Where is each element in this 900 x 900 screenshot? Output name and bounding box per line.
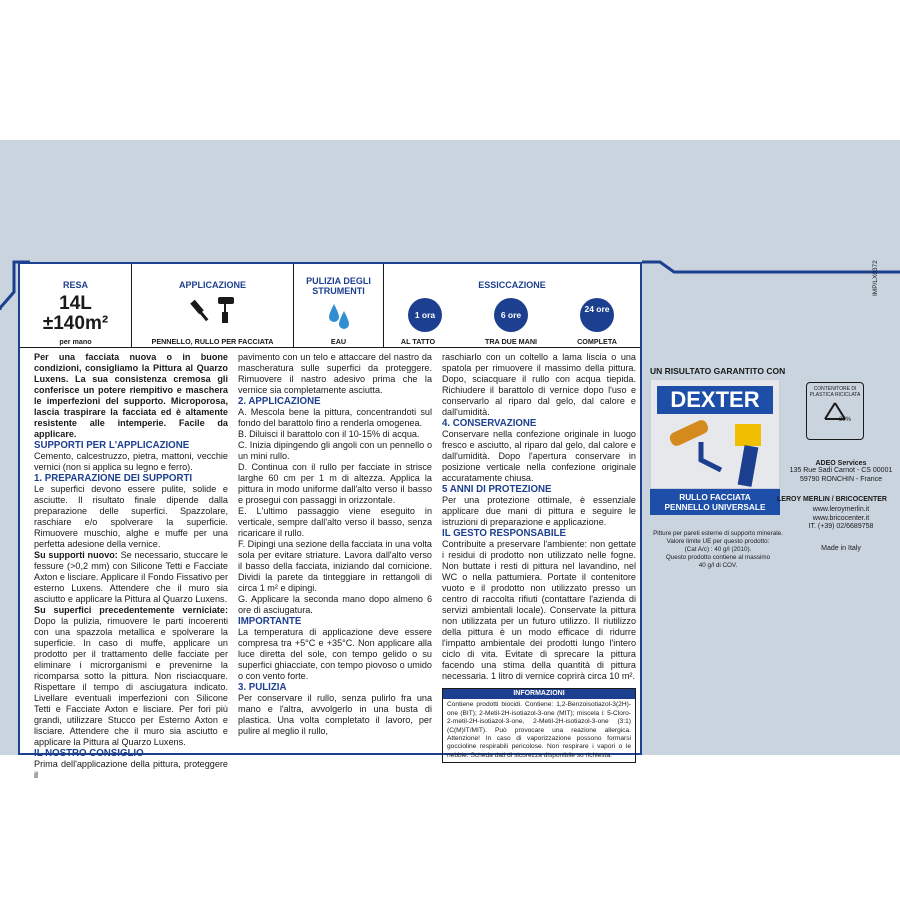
step: A. Mescola bene la pittura, concentrandoti sul fondo del barattolo fino a renderla omogenea. [238, 407, 432, 428]
resa-per: per mano [59, 337, 92, 346]
dexter-products: RULLO FACCIATA PENNELLO UNIVERSALE [650, 489, 780, 515]
paragraph: Per una protezione ottimale, è essenziale applicare due mani di pittura e seguire le istruzioni di preparazione e applicazione. [442, 495, 636, 527]
dexter-image [650, 379, 780, 489]
paragraph: Conservare nella confezione originale in luogo fresco e asciutto, al riparo dal gelo, dal calore e dall'umidità. Dopo l'apertura conservare in posizione verticale nella confezione originale accuratamente chiusa. [442, 429, 636, 483]
label-panel [18, 262, 642, 780]
column-3 [442, 352, 636, 763]
paragraph: La temperatura di applicazione deve essere compresa tra +5°C e +35°C. Non applicare alla luce diretta del sole, con tempo gelido o su superfici ghiacciate, con tempo piovoso o umido o con vento forte. [238, 627, 432, 681]
section-title: IL NOSTRO CONSIGLIO [34, 748, 144, 759]
made-in: Made in Italy [821, 545, 861, 552]
paragraph: Per conservare il rullo, senza pulirlo fra una mano e l'altra, avvolgerlo in una busta di plastica. Una volta completato il lavoro, per pulire al meglio il rullo, [238, 693, 432, 736]
info-title: INFORMAZIONI [443, 689, 635, 699]
essiccazione-cell [384, 264, 640, 348]
column-2 [238, 352, 432, 737]
adeo-address: 135 Rue Sadi Carnot - CS 00001 59790 RONCHIN - France [789, 467, 893, 483]
roller-brush-image [661, 420, 771, 488]
step: C. Inizia dipingendo gli angoli con un pennello o un mini rullo. [238, 440, 432, 461]
recycle-badge [806, 382, 864, 440]
dexter-promo [650, 366, 786, 515]
water-drops-icon [326, 302, 352, 332]
step: F. Dipingi una sezione della facciata in una volta sola per evitare striature. Lavora dall'alto verso il basso della facciata, iniziando dal cornicione. Dividi la parete da tinteggiare in rettangoli di circa 1 m² e dipingi. [238, 539, 432, 593]
dexter-tagline: UN RISULTATO GARANTITO CON [650, 366, 786, 376]
paragraph: raschiarlo con un coltello a lama liscia o una spatola per rimuovere il massimo della pittura. Dopo, sciacquare il rullo con acqua tiepida. Richiudere il barattolo di vernice dopo l'uso e conservarlo al riparo dal gelo, dal calore e dall'umidità. [442, 352, 636, 417]
paragraph: Se necessario, stuccare le fessure (>0,2 mm) con Silicone Tetti e Facciate Axton e lisciare. Applicare il Fondo Fissativo per esterno Luxens. Attendere che il muro sia asciutto e applicare la Pittura al Quarzo Luxens. [34, 550, 228, 604]
clock-icon-1ora: 1 ora [408, 298, 442, 332]
clock-icon-6ore: 6 ore [494, 298, 528, 332]
bold-lead: Su supporti nuovo: [34, 550, 118, 560]
side-code: IMP/LX0372 [872, 260, 879, 296]
resa-cell [20, 264, 132, 348]
brush-roller-icon [190, 294, 240, 324]
paragraph: Contribuite a preservare l'ambiente: non gettate i residui di prodotto non utilizzato nelle fogne. Non buttate i resti di pittura nel lavandino, nel WC o nella pattumiera. Portate il contenitore vuoto e il prodotto non utilizzato presso un centro di raccolta rifiuti (contattare l'azienda di servizi ambientali locale). Conservate la pittura non utilizzata per un futuro utilizzo. Il riutilizzo della pittura è un modo efficace di ridurre l'impatto ambientale dei prodotti lungo l'intero ciclo di vita. Evitate di sprecare la pittura facendo una stima della quantità di pittura necessaria. 1 litro di vernice coprirà circa 10 m². [442, 539, 636, 681]
bold-lead: Su superfici precedentemente verniciate: [34, 605, 228, 615]
paragraph: Prima dell'applicazione della pittura, proteggere il [34, 759, 228, 780]
paragraph: Cemento, calcestruzzo, pietra, mattoni, vecchie vernici (non si applica su legno e ferro). [34, 451, 228, 472]
paragraph: Le superfici devono essere pulite, solide e asciutte. Il risultato finale dipende dalla preparazione delle superfici. Spazzolare, raschiare e/o spolverare la superficie. Rimuovere muschio, alghe e muffe per una perfetta adesione della vernice. [34, 484, 228, 549]
step: B. Diluisci il barattolo con il 10-15% di acqua. [238, 429, 420, 439]
info-box [442, 688, 636, 763]
pulizia-sub: EAU [330, 337, 347, 346]
info-text: Contiene prodotti biocidi. Contiene: 1,2-Benzoisotiazol-3(2H)-one (BIT); 2-Metil-2H-isotiazol-3-one (MIT); miscela i: 5-Cloro-2-metil-2H-isotiazol-3-one, 2-Metil-2H-isotiazol-3-one (3:1) (C(M)IT/MIT). Può provocare una reazione allergica. Attenzione! In caso di vaporizzazione possono formarsi goccioline respirabili pericolose. Non respirare i vapori o le nebbie. Scheda dati di sicurezza disponibile su richiesta. [447, 701, 631, 759]
section-title: 2. APPLICAZIONE [238, 396, 321, 407]
column-1 [34, 352, 228, 781]
intro: Per una facciata nuova o in buone condizioni, consigliamo la Pittura al Quarzo Luxens. La sua consistenza cremosa gli conferisce un potere riempitivo e maschera le imperfezioni del supporto. Microporosa, lascia traspirare la facciata ed è altamente resistente alle intemperie. Facile da applicare. [34, 352, 228, 439]
resa-title: RESA [62, 280, 88, 290]
clock-icon-24ore: 24 ore [580, 298, 614, 332]
dry-touch: AL TATTO [400, 337, 436, 346]
recycle-label: CONTENITORE DI PLASTICA RICICLATA [809, 386, 861, 398]
essiccazione-title: ESSICCAZIONE [478, 280, 546, 290]
applicazione-cell [132, 264, 294, 348]
step: D. Continua con il rullo per facciate in strisce larghe 60 cm per 1 m di altezza. Applica la pittura in modo uniforme dall'alto verso il basso e prosegui con passaggi in orizzontale. [238, 462, 432, 505]
dry-complete: COMPLETA [577, 337, 617, 346]
section-title: IL GESTO RESPONSABILE [442, 528, 566, 539]
resa-value: 14L ±140m² [42, 293, 109, 334]
header-row [20, 264, 640, 348]
contacts: www.leroymerlin.it www.bricocenter.it IT. (+39) 02/6689758 [808, 506, 874, 531]
leroy-merlin: LEROY MERLIN / BRICOCENTER [777, 496, 887, 503]
dry-between: TRA DUE MANI [484, 337, 538, 346]
step: G. Applicare la seconda mano dopo almeno 6 ore di asciugatura. [238, 594, 432, 615]
dexter-logo: DEXTER [657, 386, 773, 414]
section-title: IMPORTANTE [238, 616, 302, 627]
pulizia-cell [294, 264, 384, 348]
paragraph: pavimento con un telo e attaccare del nastro da mascheratura sulle superfici da proteggere. Rimuovere il nastro adesivo prima che la vernice sia completamente asciutta. [238, 352, 432, 395]
paragraph: Dopo la pulizia, rimuovere le parti incoerenti con una spazzola metallica e spolverare la superficie. In caso di muffe, applicare un prodotto per il trattamento delle facciate per eliminare i microrganismi e prevenirne la ricomparsa sotto la pittura. Non risciacquare. Rispettare il tempo di asciugatura indicato. Livellare eventuali imperfezioni con Silicone Tetti e Facciate Axton e lisciare. Per fori più grandi, utilizzare Stucco per Esterno Axton e lisciare. Attendere che il muro sia asciutto e applicare la Pittura al Quarzo Luxens. [34, 616, 228, 747]
adeo-company: ADEO Services [815, 460, 867, 467]
voc-limits: Pitture per pareti esterne di supporto minerale. Valore limite UE per questo prodotto: (Cat A/c) : 40 g/l (2010). Questo prodotto contiene al massimo 40 g/l di COV. [653, 530, 783, 569]
section-title: 4. CONSERVAZIONE [442, 418, 537, 429]
section-title: 5 ANNI DI PROTEZIONE [442, 484, 552, 495]
step: E. L'ultimo passaggio viene eseguito in verticale, sempre dall'alto verso il basso, senza ricaricare il rullo. [238, 506, 432, 538]
applicazione-sub: PENNELLO, RULLO PER FACCIATA [151, 337, 274, 346]
recycle-percent: 30% [839, 417, 852, 423]
pulizia-title: PULIZIA DEGLI STRUMENTI [306, 276, 371, 296]
section-title: SUPPORTI PER L'APPLICAZIONE [34, 440, 190, 451]
section-title: 1. PREPARAZIONE DEI SUPPORTI [34, 473, 193, 484]
applicazione-title: APPLICAZIONE [178, 280, 246, 290]
section-title: 3. PULIZIA [238, 682, 287, 693]
